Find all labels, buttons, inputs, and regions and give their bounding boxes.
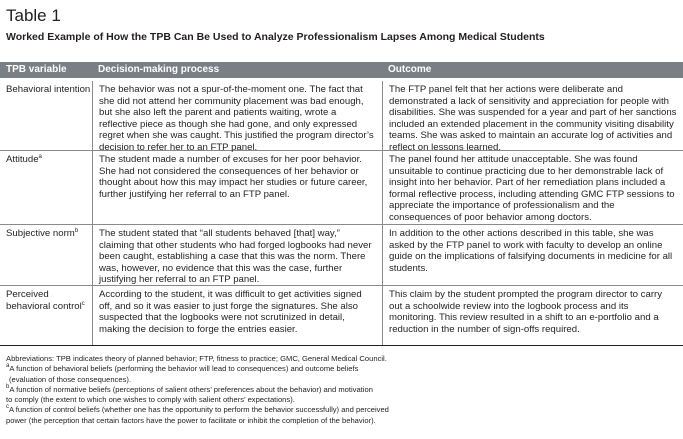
- footnote-a-line1: A function of behavioral beliefs (performing the behavior will lead to consequences) and outcome beliefs: [9, 364, 359, 374]
- table-row: [0, 78, 683, 151]
- table-row: [0, 225, 683, 286]
- footnote-a-marker: a: [6, 363, 10, 370]
- footnote-a: [6, 364, 676, 374]
- cell-outcome: The panel found her attitude unacceptable. She was found unsuitable to continue practicing due to her demonstrable lack of insight into her behavior. Part of her remediation plans included a formal reflective process, including attending GMC FTP sessions to appreciate the importance of professionalism and the consequences of poor behavior among doctors.: [382, 151, 683, 224]
- cell-variable: [0, 81, 92, 150]
- footnote-b: [6, 385, 676, 395]
- footnote-b-marker: b: [6, 383, 10, 390]
- footnote-c-cont: power (the perception that certain factors have the power to facilitate or inhibit the completion of the behavior).: [6, 415, 376, 425]
- cell-process: According to the student, it was difficult to get activities signed off, and so it was easier to just forge the signatures. She also suspected that the logbooks were not scrutinized in detail, making the decision to forge the entries easier.: [92, 286, 382, 345]
- variable-label: Behavioral intention: [6, 84, 91, 95]
- header-outcome: Outcome: [388, 64, 432, 75]
- footnote-b-line1: A function of normative beliefs (perceptions of salient others’ preferences about the behavior) and motivation: [9, 384, 373, 394]
- cell-outcome: In addition to the other actions described in this table, she was asked by the FTP panel to work with faculty to develop an online guide on the implications of falsifying documents in medicine for all students.: [382, 225, 683, 285]
- table-header-row: [0, 62, 683, 78]
- table-row: [0, 286, 683, 346]
- table-label: Table 1: [6, 6, 61, 25]
- cell-process: The student made a number of excuses for her poor behavior. She had not considered the consequences of her behavior or thought about how this may impact her studies or future career, further justifying her referral to an FTP panel.: [92, 151, 382, 224]
- table-title: Worked Example of How the TPB Can Be Used to Analyze Professionalism Lapses Among Medical Students: [6, 31, 545, 43]
- cell-process: The behavior was not a spur-of-the-moment one. The fact that she did not attend her community placement was bad enough, but she also left the parent and patients waiting, wrote a reflective piece as though she had gone, and only expressed regret when she was caught. This justified the program director’s decision to refer her to an FTP panel.: [92, 81, 382, 150]
- cell-outcome: This claim by the student prompted the program director to carry out a schoolwide review into the logbook process and its monitoring. This review resulted in a shift to an e-portfolio and a reduction in the number of sign-offs required.: [382, 286, 683, 345]
- footnote-marker: b: [74, 228, 79, 234]
- footnote-b-cont: to comply (the extent to which one wishes to comply with salient others’ expectations).: [6, 395, 295, 405]
- footnote-c-marker: c: [6, 404, 9, 411]
- table-footnotes: [6, 354, 676, 426]
- cell-outcome: The FTP panel felt that her actions were deliberate and demonstrated a lack of sensitivity and appreciation for people with disabilities. She was suspended for a year and part of her sanctions included an extended placement in the community visiting disability teams. She was asked to maintain an accurate log of activities and reflect on lessons learned.: [382, 81, 683, 150]
- header-decision-process: Decision-making process: [98, 64, 220, 75]
- footnote-marker: c: [81, 300, 85, 307]
- variable-label: Attitude: [6, 154, 39, 165]
- abbreviations-note: Abbreviations: TPB indicates theory of planned behavior; FTP, fitness to practice; GMC, General Medical Council.: [6, 354, 387, 363]
- cell-variable: [0, 286, 92, 345]
- footnote-marker: a: [38, 154, 42, 160]
- cell-variable: [0, 151, 92, 224]
- cell-process: The student stated that “all students behaved [that] way,” claiming that other students who had forged logbooks had never been caught, establishing a case that this was the norm. There was, however, no evidence that this was the case, further justifying her referral to an FTP panel.: [92, 225, 382, 285]
- cell-variable: [0, 225, 92, 285]
- header-tpb-variable: TPB variable: [6, 64, 67, 75]
- variable-label: Perceived behavioral control: [6, 289, 82, 312]
- table-row: [0, 151, 683, 225]
- footnote-a-cont: (evaluation of those consequences).: [9, 374, 132, 384]
- footnote-c: [6, 405, 676, 415]
- variable-label: Subjective norm: [6, 228, 75, 239]
- footnote-c-line1: A function of control beliefs (whether one has the opportunity to perform the behavior successfully) and perceived: [9, 405, 389, 415]
- data-table: [0, 62, 683, 346]
